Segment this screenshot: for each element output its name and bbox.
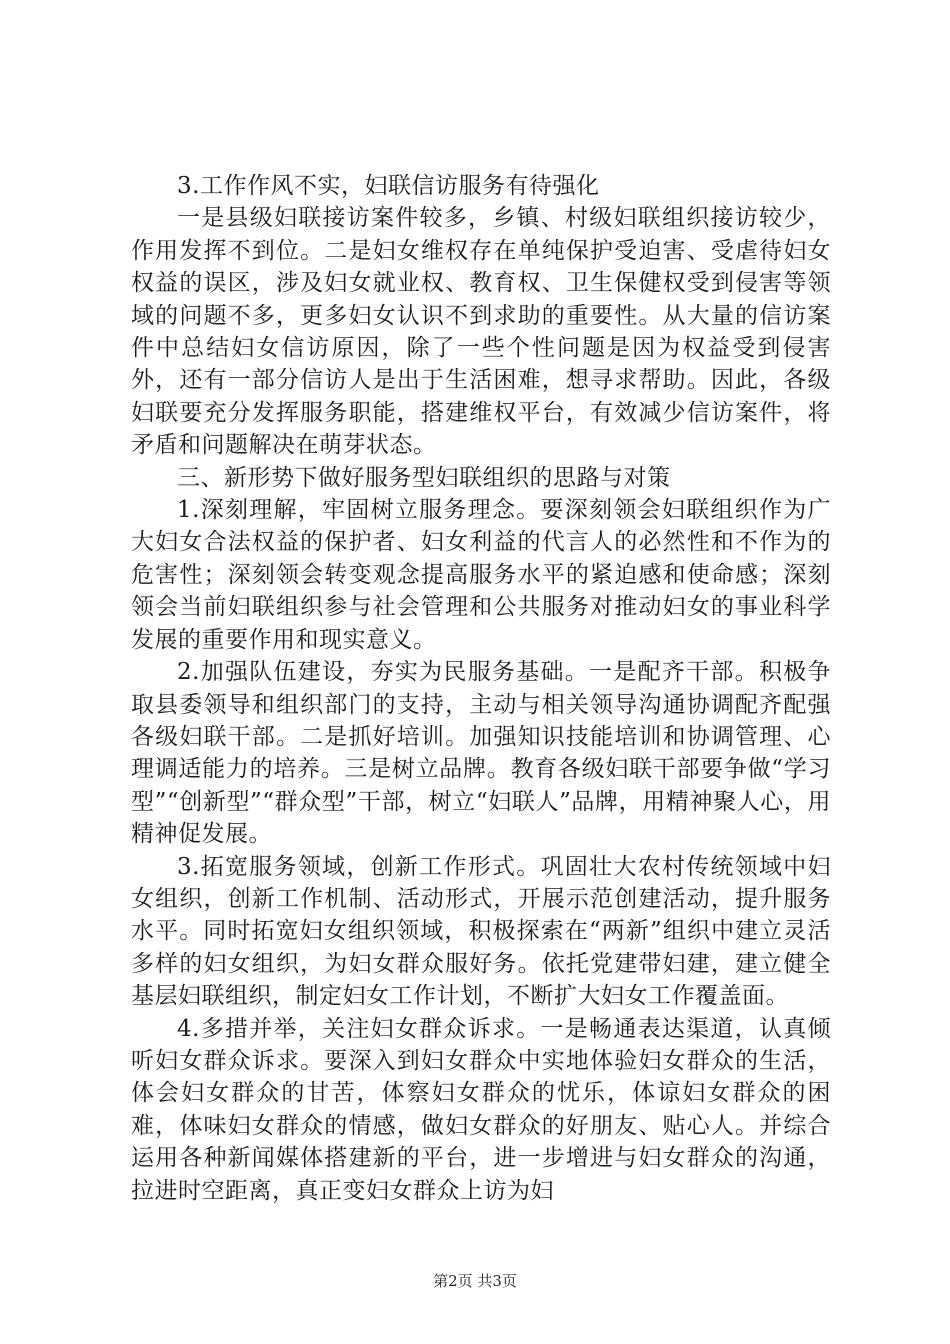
document-body — [131, 170, 831, 1207]
paragraph-women-demands: 4.多措并举，关注妇女群众诉求。一是畅通表达渠道，认真倾听妇女群众诉求。要深入到妇女群众中实地体验妇女群众的生活，体会妇女群众的甘苦，体察妇女群众的忧乐，体谅妇女群众的困难，体味妇女群众的情感，做妇女群众的好朋友、贴心人。并综合运用各种新闻媒体搭建新的平台，进一步增进与妇女群众的沟通，拉进时空距离，真正变妇女群众上访为妇 — [131, 1015, 831, 1204]
paragraph-service-fields: 3.拓宽服务领域，创新工作形式。巩固壮大农村传统领域中妇女组织，创新工作机制、活动形式，开展示范创建活动，提升服务水平。同时拓宽妇女组织领域，积极探索在“两新”组织中建立灵活多样的妇女组织，为妇女群众服好务。依托党建带妇建，建立健全基层妇联组织，制定妇女工作计划，不断扩大妇女工作覆盖面。 — [131, 853, 831, 1010]
paragraph-service-concept: 1.深刻理解，牢固树立服务理念。要深刻领会妇联组织作为广大妇女合法权益的保护者、妇女利益的代言人的必然性和不作为的危害性；深刻领会转变观念提高服务水平的紧迫感和使命感；深刻领会当前妇联组织参与社会管理和公共服务对推动妇女的事业科学发展的重要作用和现实意义。 — [131, 497, 831, 653]
paragraph-petition-issues: 一是县级妇联接访案件较多，乡镇、村级妇联组织接访较少，作用发挥不到位。二是妇女维权存在单纯保护受迫害、受虐待妇女权益的误区，涉及妇女就业权、教育权、卫生保健权受到侵害等领域的问题不多，更多妇女认识不到求助的重要性。从大量的信访案件中总结妇女信访原因，除了一些个性问题是因为权益受到侵害外，还有一部分信访人是出于生活困难，想寻求帮助。因此，各级妇联要充分发挥服务职能，搭建维权平台，有效减少信访案件，将矛盾和问题解决在萌芽状态。 — [131, 205, 831, 459]
page-number: 第2页 共3页 — [433, 1272, 517, 1290]
paragraph-team-building: 2.加强队伍建设，夯实为民服务基础。一是配齐干部。积极争取县委领导和组织部门的支持，主动与相关领导沟通协调配齐配强各级妇联干部。二是抓好培训。加强知识技能培训和协调管理、心理调适能力的培养。三是树立品牌。教育各级妇联干部要争做“学习型”“创新型”“群众型”干部，树立“妇联人”品牌，用精神聚人心，用精神促发展。 — [131, 659, 831, 848]
section-heading-work-style: 3.工作作风不实，妇联信访服务有待强化 — [177, 173, 600, 199]
section-heading-strategies: 三、新形势下做好服务型妇联组织的思路与对策 — [177, 464, 671, 491]
